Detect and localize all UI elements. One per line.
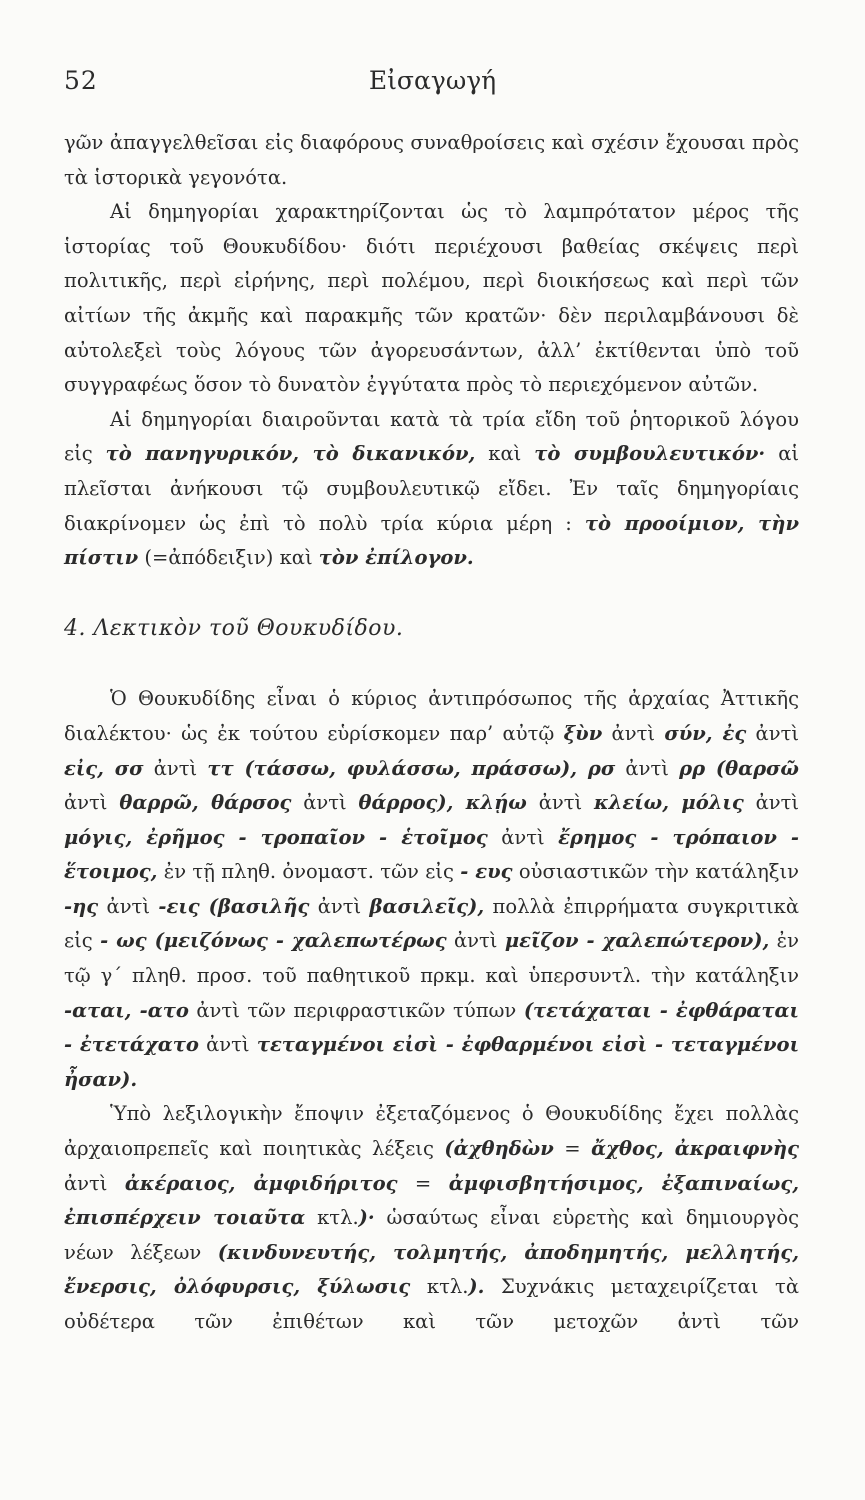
bold-italic-run: ἔρημος - τρόπαιον - ἕτοιμος, [64,825,799,884]
bold-italic-run: σύν, ἐς [664,721,747,745]
bold-italic-run: ἀμφισβητήσιμος, ἐξαπιναίως, ἐπισπέρχειν τοιαῦτα [64,1171,799,1230]
text-run: ἀντὶ [446,929,505,953]
section-gap [64,646,799,682]
text-run: καὶ [475,442,535,466]
text-run: Ὑπὸ λεξιλογικὴν ἔποψιν ἐξεταζόμενος ὁ Θουκυδίδης ἔχει πολλὰς ἀρχαιοπρεπεῖς καὶ ποιητικὰς λέξεις [64,1102,799,1161]
bold-italic-run: (ἀχθηδὼν [444,1137,554,1161]
bold-italic-run: (τετάχαται - ἐφθάραται - ἐτετάχατο [64,998,799,1057]
text-run: ἀντὶ [746,721,800,745]
bold-italic-run: θαρρῶ, θάρσος [119,791,292,815]
bold-italic-run: ). [468,1275,485,1299]
bold-italic-run: (κινδυνευτής, τολμητής, ἀποδημητής, μελλητής, ἔνερσις, ὀλόφυρσις, ξύλωσις [64,1240,799,1299]
bold-italic-run: ρρ (θαρσῶ [679,756,799,780]
text-run: ἀντὶ [615,756,680,780]
text-run: Συχνάκις μεταχειρίζεται τὰ οὐδέτερα τῶν ἐπιθέτων καὶ τῶν μετοχῶν ἀντὶ τῶν [64,1275,800,1333]
paragraph-vocabulary [64,1097,799,1339]
bold-italic-run: τὸν ἐπίλογον. [318,546,474,570]
bold-italic-run: ἀκέραιος, ἀμφιδήριτος [124,1171,398,1195]
text-run: Ὁ Θουκυδίδης εἶναι ὁ κύριος ἀντιπρόσωπος τῆς ἀρχαίας Ἀττικῆς διαλέκτου· ὡς ἐκ τούτου εὑρίσκομεν παρ’ αὐτῷ [64,687,799,745]
bold-italic-run: - ευς [460,860,513,884]
text-run: Αἱ δημηγορίαι χαρακτηρίζονται ὡς τὸ λαμπρότατον μέρος τῆς ἱστορίας τοῦ Θουκυδίδου· διότι περιέχουσι βαθείας σκέψεις περὶ πολιτικῆς, περὶ εἰρήνης, περὶ πολέμου, περὶ διοικήσεως καὶ περὶ τῶν αἰτίων τῆς ἀκμῆς καὶ παρακμῆς τῶν κρατῶν· δὲν περιλαμβάνουσι δὲ αὐτολεξεὶ τοὺς λόγους τῶν ἀγορευσάντων, ἀλλ’ ἐκτίθενται ὑπὸ τοῦ συγγραφέως ὅσον τὸ δυνατὸν ἐγγύτατα πρὸς τὸ περιεχόμενον αὐτῶν. [64,200,799,397]
text-run: ἀντὶ [602,721,665,745]
text-run: κτλ. [305,1206,359,1230]
text-run: ἐν τῷ γ΄ πληθ. προσ. τοῦ παθητικοῦ πρκμ. καὶ ὑπερσυντλ. τὴν κατάληξιν [64,929,799,988]
text-run: αἱ πλεῖσται ἀνήκουσι τῷ συμβουλευτικῷ εἴδει. Ἐν ταῖς δημηγορίαις διακρίνομεν ὡς ἐπὶ τὸ πολὺ τρία κύρια μέρη : [64,442,800,535]
bold-italic-run: εἰς, σσ [64,756,144,780]
bold-italic-run: κλείω, μόλις [594,791,744,815]
text-run: (=ἀπόδειξιν) καὶ [138,546,319,570]
text-run: οὐσιαστικῶν τὴν κατάληξιν [512,860,800,884]
bold-italic-run: - ως (μειζόνως - χαλεπωτέρως [100,929,447,953]
text-run: ἀντὶ [64,1171,125,1195]
text-run: ἀντὶ [64,791,120,815]
section-heading [64,612,799,647]
bold-italic-run: τὸ προοίμιον, τὴν πίστιν [64,511,799,570]
bold-italic-run: ἄχθος, ἀκραιφνὴς [591,1137,799,1161]
page-number: 52 [64,66,98,95]
paragraph-speeches [64,195,799,403]
bold-italic-run: μεῖζον - χαλεπώτερον), [504,929,770,953]
paragraph-dialect [64,682,799,1097]
text-run: ἀντὶ [526,791,595,815]
text-run: ἐν τῇ πληθ. ὀνομαστ. τῶν εἰς [157,860,461,884]
bold-italic-run: ξὺν [563,721,603,745]
bold-italic-run: τεταγμένοι εἰσὶ - ἐφθαρμένοι εἰσὶ - τεταγμένοι ἦσαν). [64,1033,800,1091]
section-gap [64,576,799,612]
bold-italic-run: τὸ συμβουλευτικόν· [534,442,766,466]
text-run: κτλ. [410,1275,469,1299]
text-run: ἀντὶ [98,894,159,918]
text-run: ἀντὶ [291,791,359,815]
bold-italic-run: μόγις, ἐρῆμος - τροπαῖον - ἑτοῖμος [64,825,488,849]
bold-italic-run: τὸ πανηγυρικόν, τὸ δικανικόν, [105,442,476,466]
text-run: γῶν ἀπαγγελθεῖσαι εἰς διαφόρους συναθροίσεις καὶ σχέσιν ἔχουσαι πρὸς τὰ ἱστορικὰ γεγονότα. [64,131,799,189]
bold-italic-run: ττ (τάσσω, φυλάσσω, πράσσω), ρσ [207,756,616,780]
text-run: ἀντὶ [487,825,559,849]
bold-italic-run: βασιλεῖς), [369,894,485,918]
text-run: ἀντὶ [309,894,370,918]
text-run: = [553,1137,592,1161]
bold-italic-run: θάρρος), κλῄω [358,791,527,815]
text-run: ἀντὶ [743,791,800,815]
text-run: Αἱ δημηγορίαι διαιροῦνται κατὰ τὰ τρία εἴδη τοῦ ῥητορικοῦ λόγου εἰς [64,407,799,466]
paragraph-speech-types [64,403,799,576]
bold-italic-run: -εις (βασιλῆς [158,894,310,918]
bold-italic-run: -ης [64,894,99,918]
text-run: 4. Λεκτικὸν τοῦ Θουκυδίδου. [64,615,404,641]
text-run: ἀντὶ τῶν περιφραστικῶν τύπων [188,998,524,1022]
body-text [64,126,799,1340]
text-run: ἀντὶ [143,756,208,780]
bold-italic-run: )· [358,1206,375,1230]
paragraph-intro-continued [64,126,799,195]
text-run: πολλὰ ἐπιρρήματα συγκριτικὰ εἰς [64,894,799,953]
text-run: = [397,1171,449,1195]
running-title: Εἰσαγωγή [368,66,497,95]
bold-italic-run: -αται, -ατο [64,998,189,1022]
text-run: ἀντὶ [198,1033,257,1057]
page-header [0,66,865,106]
text-run: ὡσαύτως εἶναι εὑρετὴς καὶ δημιουργὸς νέων λέξεων [64,1206,799,1264]
